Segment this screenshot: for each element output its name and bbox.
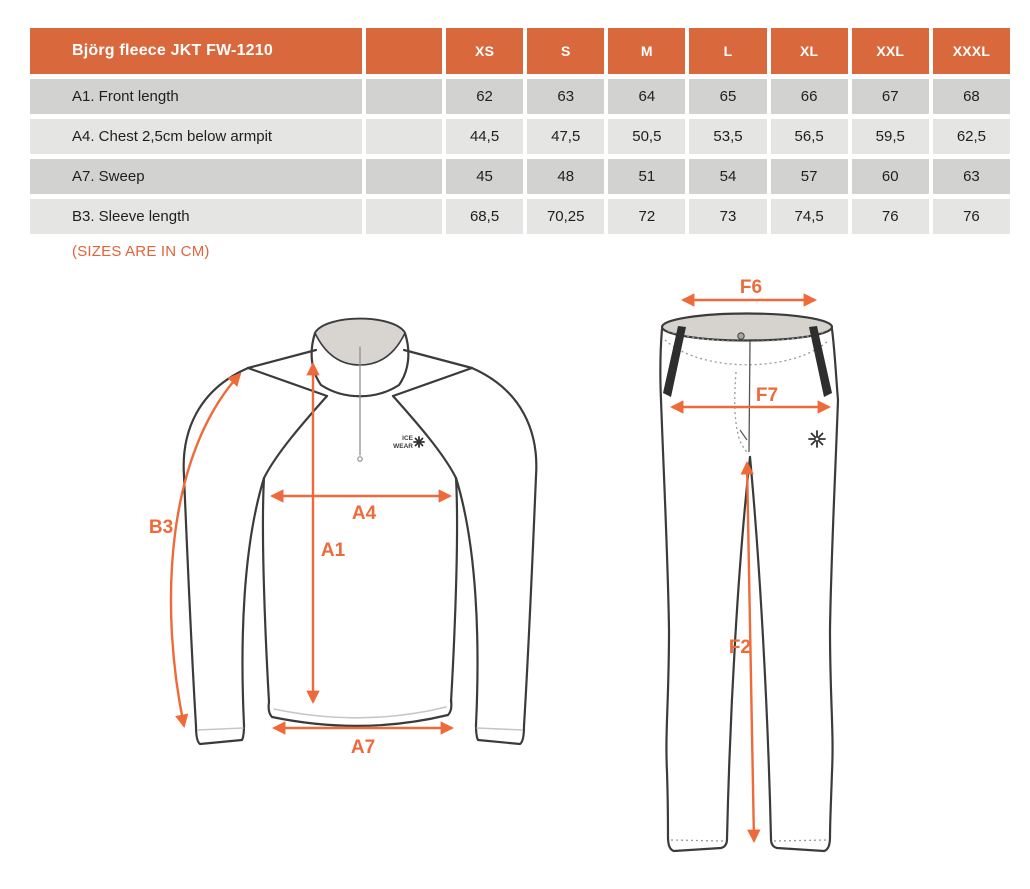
hem-stitch [274,707,446,718]
table-value: 68,5 [446,199,523,234]
pants-diagram [630,268,900,878]
table-value: 74,5 [771,199,848,234]
sleeve-inner-left [242,478,264,725]
table-value: 73 [689,199,766,234]
raglan-seam-left [264,396,327,478]
table-value: 62,5 [933,119,1010,154]
table-value: 70,25 [527,199,604,234]
size-header: M [608,28,685,74]
table-value: 60 [852,159,929,194]
size-header: L [689,28,766,74]
label-f6: F6 [739,277,763,298]
row-label: A1. Front length [30,79,362,114]
label-a4: A4 [351,503,377,524]
fly-bartack [740,430,747,440]
zipper-pull [358,457,362,461]
sleeve-outer-left [184,368,248,726]
pocket-right [809,326,832,397]
table-value: 62 [446,79,523,114]
table-value: 64 [608,79,685,114]
pocket-left [663,326,686,397]
row-spacer-cell [366,79,442,114]
table-value: 54 [689,159,766,194]
hem-right [771,837,830,851]
row-label: A7. Sweep [30,159,362,194]
yoke-seam-right [404,350,472,368]
hem-left [668,837,727,851]
table-value: 47,5 [527,119,604,154]
table-value: 65 [689,79,766,114]
size-header: XS [446,28,523,74]
row-label: B3. Sleeve length [30,199,362,234]
table-value: 48 [527,159,604,194]
logo-snowflake-icon [414,437,424,447]
table-title: Björg fleece JKT FW-1210 [30,28,362,74]
table-value: 63 [933,159,1010,194]
label-f2: F2 [728,637,751,658]
leg-outer-left [661,400,669,837]
row-spacer-cell [366,119,442,154]
table-value: 44,5 [446,119,523,154]
row-spacer-cell [366,199,442,234]
header-spacer-cell [366,28,442,74]
pants-snowflake-icon [809,431,825,447]
table-value: 68 [933,79,1010,114]
table-value: 66 [771,79,848,114]
size-header: XL [771,28,848,74]
hem-stitch-left [671,840,724,841]
center-front-seam [749,341,750,452]
fly-stitch [735,372,748,453]
size-header: S [527,28,604,74]
size-table [30,28,1010,234]
waist-button [738,333,744,339]
waist-side-right [832,329,838,400]
table-value: 72 [608,199,685,234]
waistband-seam [665,340,829,365]
body-side-left [263,478,269,702]
row-spacer-cell [366,159,442,194]
jacket-diagram [120,290,580,880]
waist-side-left [660,329,662,400]
label-b3: B3 [148,517,174,538]
body-side-right [451,478,457,702]
table-value: 57 [771,159,848,194]
table-value: 45 [446,159,523,194]
dimension-arrow-b3 [171,374,240,726]
svg-text:WEAR: WEAR [393,443,413,450]
sleeve-outer-right [472,368,536,726]
label-a7: A7 [350,737,376,758]
sizes-unit-note: (SIZES ARE IN CM) [72,243,210,260]
cuff-stitch-left [198,728,243,730]
icewear-logo [393,435,424,450]
table-value: 53,5 [689,119,766,154]
table-value: 63 [527,79,604,114]
row-label: A4. Chest 2,5cm below armpit [30,119,362,154]
svg-text:ICE: ICE [402,435,413,442]
label-a1: A1 [320,540,346,561]
table-value: 50,5 [608,119,685,154]
size-header: XXXL [933,28,1010,74]
leg-outer-right [830,400,838,837]
table-value: 51 [608,159,685,194]
table-value: 59,5 [852,119,929,154]
table-value: 76 [933,199,1010,234]
hem-stitch-right [774,840,827,841]
label-f7: F7 [755,385,779,406]
table-value: 56,5 [771,119,848,154]
cuff-stitch-right [477,728,522,730]
size-header: XXL [852,28,929,74]
sleeve-inner-right [456,478,478,725]
yoke-seam-left [248,350,316,368]
table-value: 67 [852,79,929,114]
table-value: 76 [852,199,929,234]
